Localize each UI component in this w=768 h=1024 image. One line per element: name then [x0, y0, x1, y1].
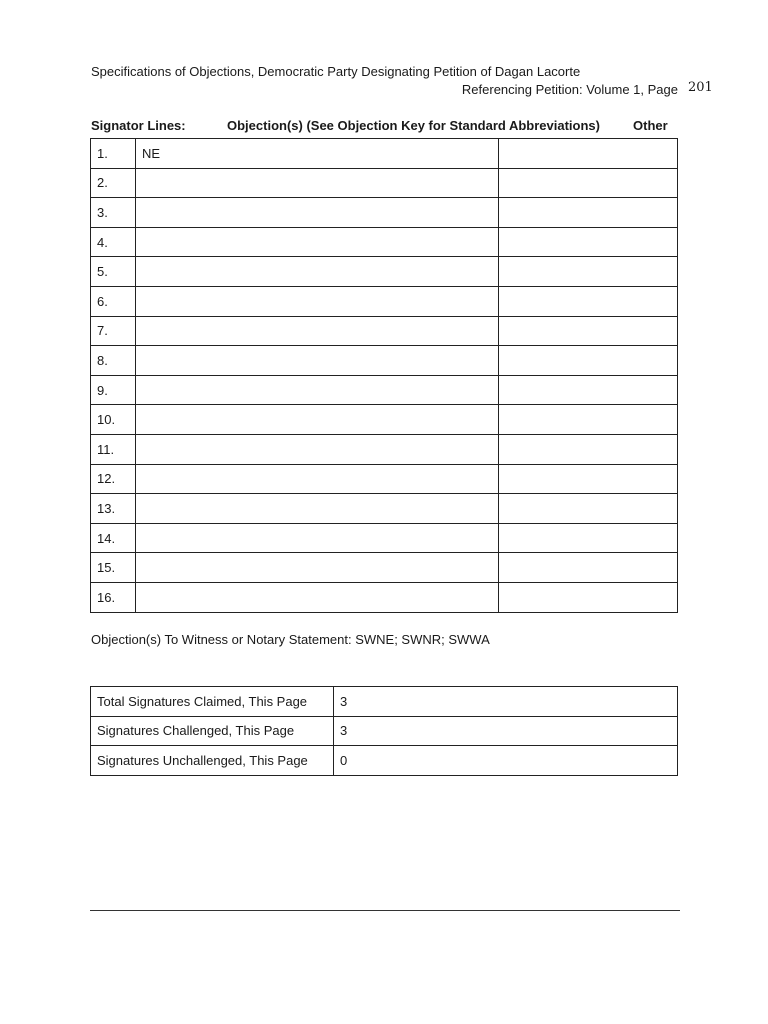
signator-line-number: 4.: [91, 227, 136, 257]
other-cell: [499, 286, 678, 316]
signator-line-number: 11.: [91, 434, 136, 464]
footer-divider: [90, 910, 680, 911]
column-header-other: Other: [633, 118, 668, 133]
totals-label: Signatures Challenged, This Page: [91, 716, 334, 746]
objections-table: [90, 138, 678, 613]
signator-line-number: 13.: [91, 494, 136, 524]
totals-value: 0: [334, 746, 678, 776]
table-row: [91, 434, 678, 464]
table-row: [91, 316, 678, 346]
other-cell: [499, 257, 678, 287]
column-header-signator: Signator Lines:: [91, 118, 186, 133]
table-row: [91, 375, 678, 405]
objection-cell: [136, 346, 499, 376]
objection-cell: [136, 227, 499, 257]
column-header-objections: Objection(s) (See Objection Key for Standard Abbreviations): [227, 118, 600, 133]
objection-cell: [136, 553, 499, 583]
table-row: [91, 582, 678, 612]
other-cell: [499, 582, 678, 612]
objection-cell: [136, 523, 499, 553]
objection-cell: [136, 286, 499, 316]
other-cell: [499, 494, 678, 524]
table-row: [91, 523, 678, 553]
table-row: [91, 257, 678, 287]
signator-line-number: 3.: [91, 198, 136, 228]
signator-line-number: 1.: [91, 139, 136, 169]
signator-line-number: 12.: [91, 464, 136, 494]
objection-cell: NE: [136, 139, 499, 169]
objection-cell: [136, 375, 499, 405]
table-row: [91, 405, 678, 435]
totals-label: Signatures Unchallenged, This Page: [91, 746, 334, 776]
page-number: 201: [688, 80, 713, 95]
objection-cell: [136, 168, 499, 198]
objection-cell: [136, 582, 499, 612]
totals-row: [91, 746, 678, 776]
totals-value: 3: [334, 716, 678, 746]
other-cell: [499, 464, 678, 494]
objection-cell: [136, 257, 499, 287]
objection-cell: [136, 316, 499, 346]
totals-value: 3: [334, 687, 678, 717]
objection-cell: [136, 494, 499, 524]
table-row: [91, 464, 678, 494]
other-cell: [499, 139, 678, 169]
signator-line-number: 14.: [91, 523, 136, 553]
other-cell: [499, 405, 678, 435]
other-cell: [499, 553, 678, 583]
signator-line-number: 16.: [91, 582, 136, 612]
objection-cell: [136, 434, 499, 464]
signator-line-number: 5.: [91, 257, 136, 287]
other-cell: [499, 375, 678, 405]
other-cell: [499, 168, 678, 198]
petition-reference: Referencing Petition: Volume 1, Page: [461, 82, 678, 97]
table-row: [91, 346, 678, 376]
signator-line-number: 2.: [91, 168, 136, 198]
table-row: [91, 286, 678, 316]
other-cell: [499, 198, 678, 228]
table-row: [91, 198, 678, 228]
witness-statement: Objection(s) To Witness or Notary Statement: SWNE; SWNR; SWWA: [91, 632, 490, 647]
other-cell: [499, 227, 678, 257]
other-cell: [499, 316, 678, 346]
signator-line-number: 7.: [91, 316, 136, 346]
signator-line-number: 8.: [91, 346, 136, 376]
table-row: [91, 553, 678, 583]
table-row: [91, 168, 678, 198]
other-cell: [499, 523, 678, 553]
signator-line-number: 6.: [91, 286, 136, 316]
objection-cell: [136, 464, 499, 494]
signator-line-number: 9.: [91, 375, 136, 405]
signator-line-number: 15.: [91, 553, 136, 583]
other-cell: [499, 434, 678, 464]
objection-cell: [136, 198, 499, 228]
signator-line-number: 10.: [91, 405, 136, 435]
totals-row: [91, 687, 678, 717]
totals-table: [90, 686, 678, 776]
totals-label: Total Signatures Claimed, This Page: [91, 687, 334, 717]
objection-cell: [136, 405, 499, 435]
table-row: [91, 494, 678, 524]
other-cell: [499, 346, 678, 376]
table-row: [91, 139, 678, 169]
document-title: Specifications of Objections, Democratic Party Designating Petition of Dagan Lacorte: [91, 64, 581, 79]
table-row: [91, 227, 678, 257]
totals-row: [91, 716, 678, 746]
